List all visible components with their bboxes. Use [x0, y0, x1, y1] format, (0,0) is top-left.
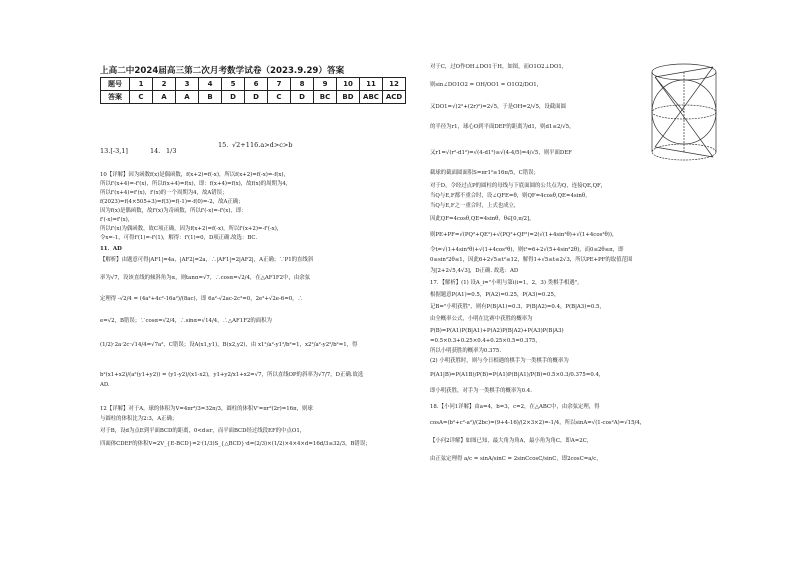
answer-cell: C	[268, 91, 291, 104]
text-line: 当Q与E,F都不重合时，设∠QFE=θ，则QF=4cosθ,QE=4sinθ，	[430, 193, 591, 199]
text-line: 则sin∠DO1O2 = OH/OO1 = O1O2/DO1，	[430, 82, 543, 88]
text-line: 由正弦定理得 a/c = sinA/sinC = 2sinCcosC/sinC，即2cosC=a/c，	[430, 456, 602, 462]
text-line: 对于D，令经过点P的圆柱的母线与下底面圆的公共点为Q，连接QE,QF，	[430, 183, 607, 189]
question-number: 8	[291, 78, 314, 91]
text-line: (2) 小明获胜时，则与今日相遇的棋手为一类棋手的概率为	[430, 358, 569, 364]
text-line: 因此QF=4cosθ,QE=4sinθ，θ∈[0,π/2]，	[430, 216, 535, 222]
text-line: P(B)=P(A1)P(B|A1)+P(A2)P(B|A2)+P(A3)P(B|A3)	[430, 328, 564, 334]
text-line: 18.【小问1详解】由a=4，b=3，c=2，在△ABC中，由余弦定理，得	[430, 404, 600, 410]
text-line: 当Q与E,F之一重合时，上式也成立，	[430, 203, 520, 209]
text-line: 对于C，过O作OH⊥DO1于H，如图，而O1O2⊥DO1，	[430, 64, 568, 70]
answer-table-number-row	[101, 78, 406, 91]
question-number: 1	[130, 78, 153, 91]
answer-cell: A	[153, 91, 176, 104]
answer-cell: D	[245, 91, 268, 104]
answer-cell: D	[222, 91, 245, 104]
text-line: b²(x1+x2)/(a²(y1+y2)) = (y1-y2)/(x1-x2)，y1+y2/x1+x2=√7，所以直线OP的斜率为√7/7，D正确.故选	[100, 372, 364, 378]
text-line: f(2023)=f(4×505+3)=f(3)=f(-1)=-f(0)=-2，故A正确；	[100, 199, 244, 205]
text-line: 又r1=√(r²-d1²)=√(4-d1²)≥√(4-4/5)=4/√5，则平面DEF	[430, 150, 572, 156]
question-number: 3	[176, 78, 199, 91]
text-line: 定理得 -√2/4 = (4a²+4c²-16a²)/(8ac)，即 6a²-√2ac-2c²=0，2e²+√2e-6=0，∴	[100, 296, 303, 302]
text-line: 因为f(x)是偶函数，故f'(x)为奇函数，所以f'(-x)=-f'(x)，即：	[100, 208, 247, 214]
text-line: 由全概率公式，小明在比赛中获胜的概率为	[430, 316, 533, 322]
text-line: 记B="小明获胜"，则有P(B|A1)=0.3，P(B|A2)=0.4，P(B|A3)=0.5，	[430, 304, 605, 310]
text-line: 四面体CDEF的体积V=2V_{E-BCD}=2·(1/3)S_{△BCD}·d=(2/3)×(1/2)×4×4×d=16d/3≤32/3，B错误；	[100, 441, 371, 447]
text-line: 所以f'(x)为偶函数，故C项正确，因为f(x+2)=f(-x)，所以f'(x+2)=-f'(-x)，	[100, 226, 283, 232]
answer-cell: A	[176, 91, 199, 104]
text-line: 即小明获胜，对手为一类棋手的概率为0.4.	[430, 388, 532, 394]
question-number: 7	[268, 78, 291, 91]
text-line: 根据题意P(A1)=0.5，P(A2)=0.25，P(A3)=0.25，	[430, 292, 560, 298]
blank-15-answer: √2+1	[232, 141, 250, 149]
text-line: 17．【解析】(1) 设A_i="小明与第i(i=1，2，3) 类棋手相遇"，	[430, 280, 583, 286]
answer-cell: C	[130, 91, 153, 104]
text-line: 所以f'(x+4)=f'(x)，f'(x)的一个周期为4，故A错误；	[100, 190, 228, 196]
text-line: 令x=-1，可得f'(1)=-f'(1)，解得：f'(1)=0，D项正确.故选：BC.	[100, 235, 258, 241]
text-line: 令t=√(1+4sin²θ)+√(1+4cos²θ)，则t²=6+2√(5+4sin²2θ)，而0≤2θ≤π，即	[430, 247, 624, 253]
page-title: 上高二中2024届高三第二次月考数学试卷（2023.9.29）答案	[100, 66, 345, 76]
row-label-number: 题号	[101, 78, 130, 91]
text-line: 则PE+PF=√(PQ²+QE²)+√(PQ²+QF²)=2(√(1+4sin²θ)+√(1+4cos²θ))，	[430, 232, 618, 238]
text-line: 截球的截面圆面积S=πr1²≥16π/5，C错误；	[430, 170, 539, 176]
blank-13: 13.[-3,1]	[100, 147, 128, 155]
text-line: 12【详解】对于A，球的体积为V=4πr³/3=32π/3，圆柱的体积V'=πr²(2r)=16π，则球	[100, 406, 313, 412]
text-line: 【小问2详解】如图已知，最大角为角A，最小角为角C，即A=2C，	[430, 438, 593, 444]
cylinder-sphere-figure	[645, 58, 723, 166]
text-line: 11．AD	[100, 246, 122, 252]
text-line: 10【详解】因为函数f(x)是偶函数，f(x+2)=f(-x)，所以f(x+2)=f(-x)=-f(x)，	[100, 172, 289, 178]
question-number: 6	[245, 78, 268, 91]
text-line: f'(-x)=f'(x)，	[100, 217, 134, 223]
blank-14-label: 14.	[150, 147, 161, 155]
answer-cell: ACD	[383, 91, 406, 104]
answer-table-answer-row	[101, 91, 406, 104]
question-number: 4	[199, 78, 222, 91]
text-line: AD.	[100, 382, 110, 388]
question-number: 5	[222, 78, 245, 91]
text-line: cosA=(b²+c²-a²)/(2bc)=(9+4-16)/(2×3×2)=-1/4，所以sinA=√(1-cos²A)=√15/4，	[430, 420, 646, 426]
row-label-answer: 答案	[101, 91, 130, 104]
text-line: 为[2+2√5,4√3]，D正确. 故选：AD	[430, 268, 519, 274]
text-line: 率为√7，设该直线的倾斜角为α，则tanα=√7，∴cosα=√2/4，在△AF1F2中，由余弦	[100, 275, 311, 281]
text-line: (1/2)·2a·2c·√14/4=√7a²，C错误；设A(x1,y1)，B(x2,y2)，由 x1²/a²-y1²/b²=1，x2²/a²-y2²/b²=1，得	[100, 342, 358, 348]
text-line: 【解析】由题意可得|AF1|=4a，|AF2|=2a，∴|AF1|=2|AF2|，A正确；∵P1的直线斜	[100, 257, 314, 263]
question-number: 12	[383, 78, 406, 91]
text-line: 所以小明获胜的概率为0.375.	[430, 348, 502, 354]
text-line: =0.5×0.3+0.25×0.4+0.25×0.5=0.375，	[430, 338, 541, 344]
text-line: 的半径为r1，球心O到平面DEF的距离为d1，则d1≤2/√5，	[430, 124, 575, 130]
text-line: e=√2，B错误；∵cosα=√2/4，∴sinα=√14/4，∴△AF1F2的面积为	[100, 318, 272, 324]
blank-14-answer: 1/3	[166, 147, 177, 155]
blank-15-label: 15.	[218, 141, 229, 149]
text-line: 又DO1=√(2²+(2r)²)=2√5，于是OH=2/√5，设截面圆	[430, 104, 566, 110]
question-number: 9	[314, 78, 337, 91]
question-number: 11	[360, 78, 383, 91]
text-line: 与圆柱的体积比为2:3，A正确；	[100, 416, 178, 422]
text-line: 对于B，设d为点E到平面BCD的距离，0<d≤r，而平面BCD经过线段EF的中点O1，	[100, 428, 306, 434]
text-line: 所以f'(x+4)=-f'(x)，所以f(x+4)=f(x)，即：f(x+4)=f(x)，故f(x)的周期为4，	[100, 181, 292, 187]
blank-16: 16.a>d>c>b	[250, 141, 293, 149]
question-number: 2	[153, 78, 176, 91]
question-number: 10	[337, 78, 360, 91]
answer-table	[100, 77, 406, 104]
text-line: 0≤sin²2θ≤1，因此6+2√5≤t²≤12，解得1+√5≤t≤2√3，所以PE+PF的取值范围	[430, 257, 633, 263]
answer-cell: BC	[314, 91, 337, 104]
answer-cell: B	[199, 91, 222, 104]
answer-cell: D	[291, 91, 314, 104]
answer-cell: ABC	[360, 91, 383, 104]
answer-cell: BD	[337, 91, 360, 104]
text-line: P(A1|B)=P(A1B)/P(B)=P(A1)P(B|A1)/P(B)=0.5×0.3/0.375=0.4，	[430, 372, 605, 378]
